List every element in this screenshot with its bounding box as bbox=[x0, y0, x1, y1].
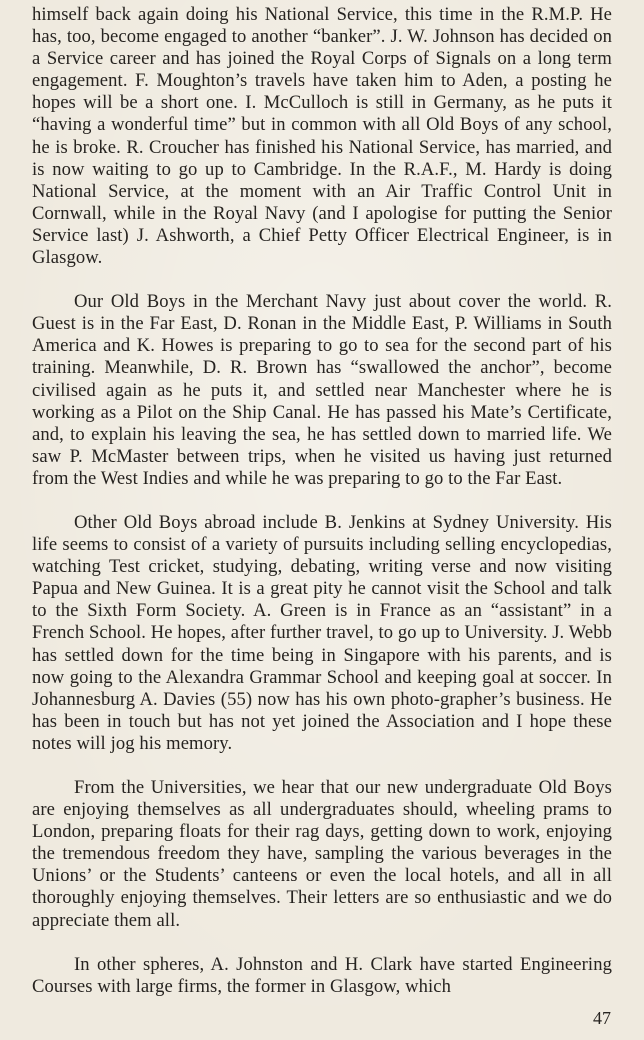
page-number: 47 bbox=[593, 1008, 611, 1028]
paragraph-old-boys-abroad: Other Old Boys abroad include B. Jenkins at Sydney University. His life seems to consist of a variety of pursuits including selling encyclopedias, watching Test cricket, studying, debating, writing verse and now visiting Papua and New Guinea. It is a great pity he cannot visit the School and talk to the Sixth Form Society. A. Green is in France as an “assistant” in a French School. He hopes, after further travel, to go up to University. J. Webb has settled down for the time being in Singapore with his parents, and is now going to the Alexandra Grammar School and keeping goal at soccer. In Johannesburg A. Davies (55) now has his own photo-grapher’s business. He has been in touch but has not yet joined the Association and I hope these notes will jog his memory. bbox=[32, 511, 612, 754]
paragraph-merchant-navy: Our Old Boys in the Merchant Navy just about cover the world. R. Guest is in the Far East, D. Ronan in the Middle East, P. Williams in South America and K. Howes is preparing to go to sea for the second part of his training. Meanwhile, D. R. Brown has “swallowed the anchor”, become civilised again as he puts it, and settled near Manchester where he is working as a Pilot on the Ship Canal. He has passed his Mate’s Certificate, and, to explain his leaving the sea, he has settled down to married life. We saw P. McMaster between trips, when he visited us having just returned from the West Indies and while he was preparing to go to the Far East. bbox=[32, 291, 612, 489]
paragraph-other-spheres: In other spheres, A. Johnston and H. Clark have started Engineering Courses with large firms, the former in Glasgow, which bbox=[32, 953, 612, 997]
paragraph-universities: From the Universities, we hear that our new undergraduate Old Boys are enjoying themselves as all undergraduates should, wheeling prams to London, preparing floats for their rag days, getting down to work, enjoying the tremendous freedom they have, sampling the various beverages in the Unions’ or the Students’ canteens or even the local hotels, and all in all thoroughly enjoying themselves. Their letters are so enthusiastic and we do appreciate them all. bbox=[32, 777, 612, 931]
paragraph-service-careers: himself back again doing his National Service, this time in the R.M.P. He has, too, become engaged to another “banker”. J. W. Johnson has decided on a Service career and has joined the Royal Corps of Signals on a long term engagement. F. Moughton’s travels have taken him to Aden, a posting he hopes will be a short one. I. McCulloch is still in Germany, as he puts it “having a wonderful time” but in common with all Old Boys of any school, he is broke. R. Croucher has finished his National Service, has married, and is now waiting to go up to Cambridge. In the R.A.F., M. Hardy is doing National Service, at the moment with an Air Traffic Control Unit in Cornwall, while in the Royal Navy (and I apologise for putting the Senior Service last) J. Ashworth, a Chief Petty Officer Electrical Engineer, is in Glasgow. bbox=[32, 4, 612, 269]
article-body bbox=[32, 4, 612, 1020]
